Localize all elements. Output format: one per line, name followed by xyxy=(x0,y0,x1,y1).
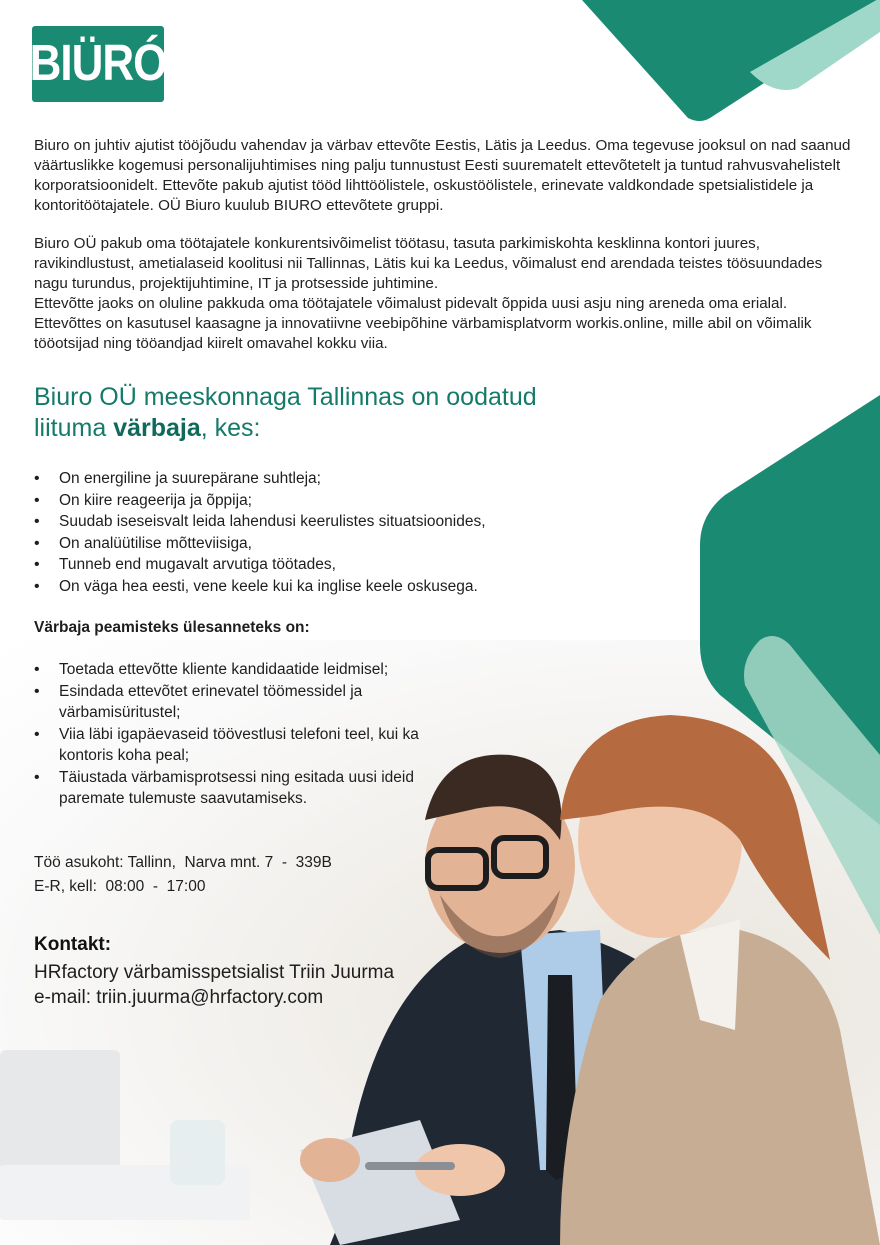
intro-paragraph-company: Biuro on juhtiv ajutist tööjõudu vahendav ja värbav ettevõte Eestis, Lätis ja Leedus. Oma tegevuse jooksul on nad saanud väärtuslikke kogemusi personalijuhtimises ning palju tunnustust Eesti suurematelt ettevõtetelt ja tuntud rahvusvahelistelt korporatsioonidelt. Ettevõte pakub ajutist tööd lihttöölistele, oskustöölistele, erinevate valdkondade spetsialistidele ja kontoritöötajatele. OÜ Biuro kuulub BIURO ettevõtete gruppi. xyxy=(34,137,851,214)
list-item: • Esindada ettevõtet erinevatel töömessidel ja värbamisüritustel; xyxy=(34,681,454,724)
development-text: Ettevõtte jaoks on oluline pakkuda oma töötajatele võimalust pidevalt õppida uusi asju ning areneda oma erialal. Ettevõttes on kasutusel kaasagne ja innovatiivne veebipõhine värbamisplatvorm workis.online, mille abil on võimalik tööotsijad ning tööandjad kiirelt omavahel kokku viia. xyxy=(34,295,812,352)
logo-text: BIÜRÓ xyxy=(29,35,167,92)
contact-email[interactable]: e-mail: triin.juurma@hrfactory.com xyxy=(34,987,324,1008)
qualities-list xyxy=(34,468,594,597)
contact-person: HRfactory värbamisspetsialist Triin Juurma xyxy=(34,962,395,983)
contact-heading: Kontakt: xyxy=(34,934,112,955)
headline-role: värbaja xyxy=(113,414,201,442)
biuro-logo xyxy=(29,26,167,102)
headline-line1: Biuro OÜ meeskonnaga Tallinnas on oodatud xyxy=(34,383,537,411)
headline-line2 xyxy=(34,413,634,444)
work-location xyxy=(34,851,332,899)
tasks-list xyxy=(34,659,454,810)
list-item: • Suudab iseseisvalt leida lahendusi keerulistes situatsioonides, xyxy=(34,511,594,533)
benefits-text: Biuro OÜ pakub oma töötajatele konkurentsivõimelist töötasu, tasuta parkimiskohta kesklinna kontori juures, ravikindlustust, ametialaseid koolitusi nii Tallinnas, Lätis kui ka Leedus, võimalust end arendada teistes töösuundades nagu turundus, projektijuhtimine, IT ja protsesside juhtimine. xyxy=(34,235,823,292)
location-address: Töö asukoht: Tallinn, Narva mnt. 7 - 339B xyxy=(34,854,332,871)
list-item: • On analüütilise mõtteviisiga, xyxy=(34,533,594,555)
list-item: • Täiustada värbamisprotsessi ning esitada uusi ideid paremate tulemuste saavutamiseks. xyxy=(34,767,454,810)
headline-prefix: liituma xyxy=(34,414,114,442)
working-hours: E-R, kell: 08:00 - 17:00 xyxy=(34,878,206,895)
intro-paragraph-benefits xyxy=(34,234,856,354)
list-item: • Tunneb end mugavalt arvutiga töötades, xyxy=(34,554,594,576)
list-item: • Viia läbi igapäevaseid töövestlusi telefoni teel, kui ka kontoris koha peal; xyxy=(34,724,454,767)
list-item: • Toetada ettevõtte kliente kandidaatide leidmisel; xyxy=(34,659,454,681)
tasks-heading: Värbaja peamisteks ülesanneteks on: xyxy=(34,619,310,636)
top-right-decoration xyxy=(560,0,880,130)
list-item: • On kiire reageerija ja õppija; xyxy=(34,490,594,512)
contact-info xyxy=(34,960,394,1010)
job-headline xyxy=(34,382,634,444)
list-item: • On energiline ja suurepärane suhtleja; xyxy=(34,468,594,490)
list-item: • On väga hea eesti, vene keele kui ka inglise keele oskusega. xyxy=(34,576,594,598)
headline-suffix: , kes: xyxy=(200,414,261,442)
